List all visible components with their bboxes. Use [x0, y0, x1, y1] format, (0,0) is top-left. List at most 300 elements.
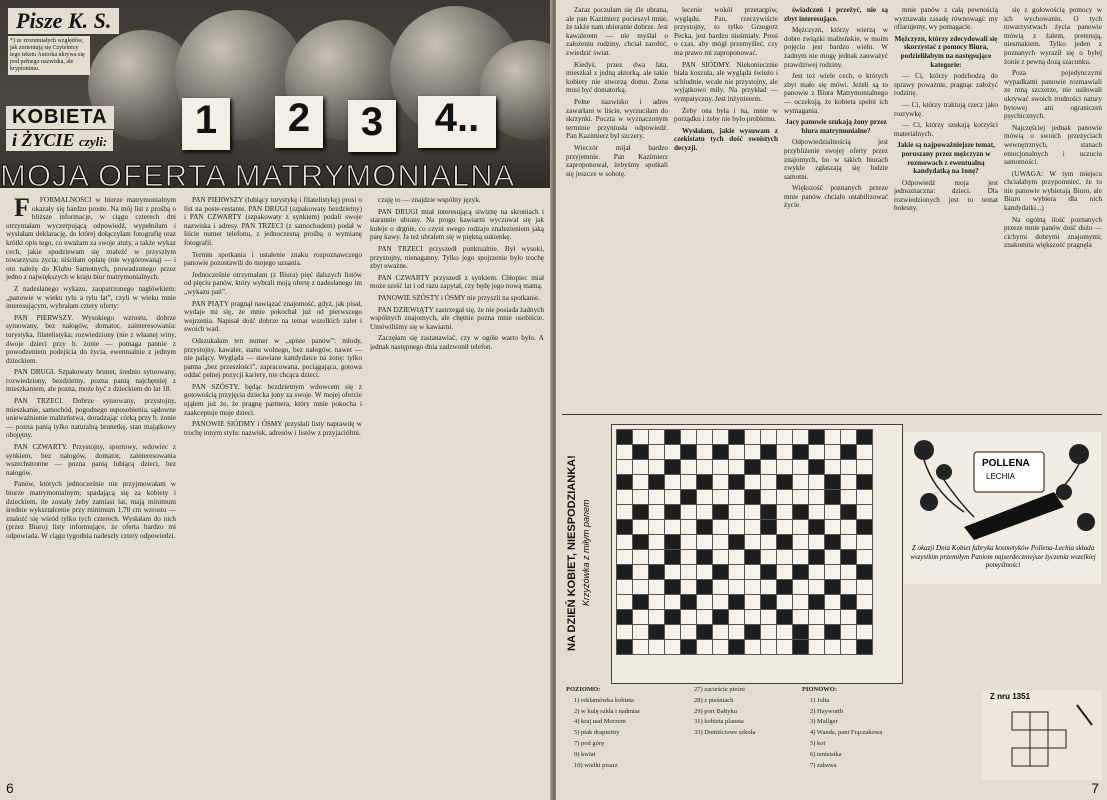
crossword-cell[interactable] — [712, 474, 729, 490]
flowers-illustration — [904, 432, 1101, 544]
paragraph: Termin spotkania i ustalenie znaku rozpoznawczego panowie pozostawili do mojego uznania. — [184, 250, 362, 268]
crossword-black-cell — [616, 564, 633, 580]
brand-logo-subtext: LECHIA — [986, 472, 1015, 481]
paragraph: Żeby ona była i na, mnie w porządku i żeby nie było problemu. — [674, 106, 778, 124]
crossword-cell[interactable] — [680, 504, 697, 520]
crossword-black-cell — [792, 504, 809, 520]
crossword-cell[interactable] — [776, 459, 793, 475]
crossword-cell[interactable] — [648, 444, 665, 460]
number-card-4: 4.. — [418, 96, 496, 148]
crossword-cell[interactable] — [824, 504, 841, 520]
crossword-cell[interactable] — [680, 549, 697, 565]
crossword-cell[interactable] — [808, 489, 825, 505]
crossword-cell[interactable] — [744, 594, 761, 610]
clue: 1) reklamówka kobieta — [574, 696, 634, 704]
crossword-cell[interactable] — [744, 579, 761, 595]
crossword-cell[interactable] — [728, 489, 745, 505]
crossword-cell[interactable] — [696, 504, 713, 520]
crossword-cell[interactable] — [792, 579, 809, 595]
crossword-black-cell — [664, 504, 681, 520]
crossword-black-cell — [616, 609, 633, 625]
brand-logo-text: POLLENA — [982, 458, 1030, 469]
left-page — [0, 0, 552, 800]
crossword-black-cell — [632, 504, 649, 520]
crossword-cell[interactable] — [616, 504, 633, 520]
crossword-cell[interactable] — [808, 564, 825, 580]
crossword-black-cell — [824, 624, 841, 640]
crossword-black-cell — [728, 594, 745, 610]
crossword-cell[interactable] — [728, 444, 745, 460]
puzzle-drawing — [982, 690, 1102, 780]
crossword-cell[interactable] — [712, 579, 729, 595]
paragraph: PAN CZWARTY. Przystojny, sportowy, wdowiec z synkiem, bez nałogów, domator, zainteresowania wszechstronne — pozna panią lubiącą dzieci, bez nałogów. — [6, 443, 176, 477]
crossword-cell[interactable] — [792, 459, 809, 475]
clue: 4) kraj nad Morzem — [574, 718, 626, 726]
clue: 28) z pieśniach — [694, 696, 734, 704]
crossword-cell[interactable] — [856, 489, 873, 505]
crossword-cell[interactable] — [712, 624, 729, 640]
crossword-cell[interactable] — [728, 624, 745, 640]
crossword-cell[interactable] — [632, 474, 649, 490]
crossword-cell[interactable] — [856, 624, 873, 640]
header-banner — [0, 0, 552, 188]
crossword-cell[interactable] — [632, 624, 649, 640]
crossword-title-text: NA DZIEŃ KOBIET, NIESPODZIANKA! — [566, 455, 578, 651]
crossword-cell[interactable] — [632, 429, 649, 445]
crossword-cell[interactable] — [664, 519, 681, 535]
crossword-cell[interactable] — [856, 549, 873, 565]
crossword-cell[interactable] — [616, 579, 633, 595]
clues-poziomo — [566, 686, 681, 794]
crossword-black-cell — [632, 444, 649, 460]
crossword-cell[interactable] — [712, 429, 729, 445]
divider — [562, 414, 1102, 415]
crossword-cell[interactable] — [760, 429, 777, 445]
clue: 7) pod górę — [574, 739, 604, 747]
crossword-black-cell — [664, 609, 681, 625]
crossword-cell[interactable] — [648, 639, 665, 655]
crossword-cell[interactable] — [856, 459, 873, 475]
crossword-cell[interactable] — [776, 429, 793, 445]
paragraph: Odszukałam ten numer w „spisie panów”: młody, przystojny, kawaler, stanu wolnego, bez nałogów, nawet — nie palący. Wygląda — stawiane kandydatce na żonę: tylko panna „bez przeszłości”, zapracowana, pociągająca, gotowa oddać pełnej pozycji kariery, nie chcąca dzieci. — [184, 336, 362, 380]
left-column-3 — [370, 196, 544, 781]
crossword-cell[interactable] — [760, 624, 777, 640]
crossword-black-cell — [712, 564, 729, 580]
ad-caption: Z okazji Dnia Kobiet fabryka kosmetyków Pollena-Lechia składa wszystkim przemiłym Paniom najserdeczniejsze życzenia wszelkiej pomyślności — [910, 544, 1096, 569]
crossword-cell[interactable] — [680, 519, 697, 535]
crossword-cell[interactable] — [680, 429, 697, 445]
crossword-black-cell — [776, 534, 793, 550]
crossword-black-cell — [744, 489, 761, 505]
drop-cap: F — [14, 196, 30, 222]
article-title: MOJA OFERTA MATRYMONIALNA — [0, 158, 516, 188]
right-column-1 — [566, 6, 668, 410]
crossword-cell[interactable] — [744, 564, 761, 580]
paragraph — [6, 196, 176, 282]
crossword-cell[interactable] — [648, 519, 665, 535]
crossword-black-cell — [616, 429, 633, 445]
paragraph: PAN SZÓSTY, będąc bezdzietnym wdowcem się z gotowością przyjęcia dziecka jony za swoje. W mojej ofercie ująłem już że, że pragnę partnera, który mnie pokocha i zaakceptuje moje dzieci. — [184, 382, 362, 417]
paragraph: PAN PIERWSZY (lubiący turystykę i filatelistykę) prosi o list na poste-restante. PAN DRUGI (szpakowaty bezdzietny) i PAN CZWARTY (szpakowaty z synkiem) podali swoje nazwiska i adresy. PAN TRZECI (z samochodem) podał w liście numer telefonu, z jednoczesną prośbą o wymianę fotografii. — [184, 196, 362, 247]
crossword-black-cell — [744, 549, 761, 565]
paragraph: — Ci, którzy szukają korzyści materialnych. — [894, 121, 998, 138]
crossword-cell[interactable] — [856, 534, 873, 550]
crossword-black-cell — [728, 534, 745, 550]
paragraph: Najczęściej jednak panowie mówią o swoich przeżyciach wewnętrznych, stanach emocjonalnych i uczuciu samotności. — [1004, 123, 1102, 167]
pollena-advertisement — [904, 432, 1101, 584]
crossword-cell[interactable] — [648, 549, 665, 565]
paragraph: PAN PIERWSZY. Wysokiego wzrostu, dobrze sytuowany, bez nałogów, domator, zainteresowania: turystyka, filatelistyka; rozwiedziony (nie z własnej winy, dwoje dzieci przy b. żonie — pomaga pannie z powodzeniem podejścia do życia, ewentualnie z jednym dzieckiem. — [6, 313, 176, 365]
crossword-black-cell — [744, 459, 761, 475]
crossword-cell[interactable] — [648, 534, 665, 550]
crossword-cell[interactable] — [664, 639, 681, 655]
crossword-black-cell — [616, 639, 633, 655]
crossword-cell[interactable] — [616, 624, 633, 640]
crossword-cell[interactable] — [616, 489, 633, 505]
crossword-cell[interactable] — [744, 474, 761, 490]
crossword-cell[interactable] — [648, 459, 665, 475]
crossword-cell[interactable] — [824, 429, 841, 445]
crossword-cell[interactable] — [760, 549, 777, 565]
crossword-black-cell — [632, 534, 649, 550]
headline-czyli: czyli: — [79, 134, 108, 149]
crossword-cell[interactable] — [728, 609, 745, 625]
crossword-cell[interactable] — [760, 639, 777, 655]
clue: 7) zabawa — [810, 761, 837, 769]
crossword-cell[interactable] — [728, 549, 745, 565]
crossword-cell[interactable] — [792, 594, 809, 610]
crossword-cell[interactable] — [664, 624, 681, 640]
crossword-cell[interactable] — [744, 639, 761, 655]
crossword-black-cell — [712, 444, 729, 460]
clue: 4) Wanda, pani Frączakowa — [810, 729, 883, 737]
headline-zycie — [6, 130, 113, 151]
clue: 5) kot — [810, 739, 826, 747]
crossword-cell[interactable] — [648, 609, 665, 625]
crossword-black-cell — [664, 549, 681, 565]
paragraph: Mężczyzn, którzy zdecydowali się skorzystać z pomocy Biura, podzieliłabym na następujące kategorie: — [894, 34, 998, 69]
crossword-cell[interactable] — [824, 639, 841, 655]
crossword-cell[interactable] — [648, 489, 665, 505]
headline-zycie-text: i ŻYCIE — [12, 130, 75, 150]
crossword-cell[interactable] — [744, 429, 761, 445]
crossword-cell[interactable] — [712, 549, 729, 565]
crossword-cell[interactable] — [728, 579, 745, 595]
crossword-black-cell — [680, 489, 697, 505]
right-column-2 — [674, 6, 778, 410]
paragraph-text: FORMALNOŚCI w biurze matrymonialnym okazały się bardzo proste. Na mój list z prośbą o bliższe informacje, w ciągu czterech dni otrzymałam wyczerpującą odpowiedź, wypełniłam i wysłałam deklarację, do której dołączyłam fotografię oraz krótki opis tego, co uważam za swoje atuty, a także wykaz cech, jakie spodziewam się znaleźć w przyszłym towarzyszu życia; uiściłam opłatę (nie wygórowaną) — i oto należę do Klubu Samotnych, prowadzonego przez jedno z największych w kraju biur matrymonialnych. — [6, 196, 176, 282]
clue: 2) w kulę szkła i nadmiar — [574, 707, 640, 715]
crossword-cell[interactable] — [616, 459, 633, 475]
crossword-cell[interactable] — [664, 444, 681, 460]
crossword-cell[interactable] — [680, 474, 697, 490]
crossword-black-cell — [760, 564, 777, 580]
crossword-cell[interactable] — [696, 534, 713, 550]
crossword-black-cell — [712, 504, 729, 520]
crossword-cell[interactable] — [616, 549, 633, 565]
crossword-cell[interactable] — [792, 609, 809, 625]
crossword-cell[interactable] — [744, 519, 761, 535]
crossword-cell[interactable] — [760, 534, 777, 550]
crossword-cell[interactable] — [760, 459, 777, 475]
crossword-cell[interactable] — [776, 564, 793, 580]
crossword-cell[interactable] — [648, 504, 665, 520]
crossword-cell[interactable] — [776, 489, 793, 505]
paragraph: (UWAGA: W tym miejscu chciałabym przypomnieć, że to nie panowie wybierają Biuro, ale Biuro wybiera dla nich kandydatki...) — [1004, 169, 1102, 213]
crossword-cell[interactable] — [744, 609, 761, 625]
crossword-panel — [611, 424, 903, 684]
crossword-cell[interactable] — [664, 594, 681, 610]
paragraph: PAN DZIEWIĄTY zastrzegał się, że nie posiada żadnych wspólnych znajomych, ale chętnie pozna mnie osobiście. Umówiliśmy się w kawiarni. — [370, 305, 544, 331]
crossword-black-cell — [840, 444, 857, 460]
paragraph: — Ci, którzy traktują rzecz jako rozrywkę. — [894, 100, 998, 118]
crossword-subtitle: Krzyżówka z miłym panem — [581, 499, 591, 607]
crossword-cell[interactable] — [840, 534, 857, 550]
crossword-black-cell — [856, 564, 873, 580]
crossword-cell[interactable] — [616, 594, 633, 610]
crossword-black-cell — [824, 489, 841, 505]
clue: 29) port Bałtyku — [694, 707, 737, 715]
paragraph: Kiedyś, przez dwa lata, mieszkał z jedną aktorką, ale takie kobiety nie stworzą domu. Żona musi być domatorką. — [566, 60, 668, 95]
crossword-black-cell — [616, 474, 633, 490]
crossword-cell[interactable] — [840, 639, 857, 655]
crossword-cell[interactable] — [680, 564, 697, 580]
crossword-cell[interactable] — [760, 474, 777, 490]
crossword-black-cell — [840, 549, 857, 565]
crossword-black-cell — [840, 504, 857, 520]
crossword-grid — [616, 429, 872, 654]
crossword-cell[interactable] — [824, 444, 841, 460]
crossword-black-cell — [696, 624, 713, 640]
crossword-cell[interactable] — [680, 534, 697, 550]
crossword-cell[interactable] — [744, 534, 761, 550]
crossword-cell[interactable] — [760, 579, 777, 595]
paragraph: PANOWIE SZÓSTY i ÓSMY nie przyszli na spotkanie. — [378, 293, 541, 302]
crossword-black-cell — [824, 579, 841, 595]
crossword-black-cell — [808, 519, 825, 535]
crossword-cell[interactable] — [632, 579, 649, 595]
crossword-cell[interactable] — [632, 639, 649, 655]
crossword-black-cell — [808, 459, 825, 475]
paragraph: Odpowiedź moja jest jednoznaczna: dzieci. Dla rozwiedzionych jest to temat bolesny. — [894, 178, 998, 213]
crossword-cell[interactable] — [792, 534, 809, 550]
crossword-cell[interactable] — [728, 504, 745, 520]
crossword-cell[interactable] — [856, 504, 873, 520]
crossword-cell[interactable] — [776, 519, 793, 535]
left-column-1 — [6, 196, 176, 781]
clues-heading: POZIOMO: — [566, 686, 601, 693]
puzzle-title: Z nru 1351 — [990, 692, 1031, 701]
crossword-cell[interactable] — [824, 609, 841, 625]
crossword-black-cell — [696, 474, 713, 490]
clue: 33) Domiściowe szkoła — [694, 729, 756, 737]
crossword-cell[interactable] — [664, 489, 681, 505]
page-number: 7 — [1091, 780, 1099, 796]
crossword-cell[interactable] — [824, 564, 841, 580]
crossword-cell[interactable] — [792, 549, 809, 565]
crossword-cell[interactable] — [776, 594, 793, 610]
crossword-cell[interactable] — [840, 564, 857, 580]
crossword-black-cell — [664, 429, 681, 445]
crossword-cell[interactable] — [632, 519, 649, 535]
paragraph: Jest też wiele cech, o których zbyt mało się mówi. Jeżeli są to panowie z Biura Matrymonialnego — oczekują, że kobieta spełni ich wymagania. — [784, 72, 888, 115]
crossword-cell[interactable] — [792, 489, 809, 505]
crossword-cell[interactable] — [696, 639, 713, 655]
crossword-cell[interactable] — [808, 444, 825, 460]
crossword-cell[interactable] — [632, 489, 649, 505]
crossword-cell[interactable] — [744, 504, 761, 520]
crossword-cell[interactable] — [696, 609, 713, 625]
paragraph: Jakie są najpoważniejsze temat, poruszany przez mężczyzn w rozmowach z ewentualną kandydatką na żonę? — [897, 141, 995, 176]
paragraph: czuję to — znajdzie wspólny język. — [378, 196, 481, 204]
crossword-cell[interactable] — [824, 459, 841, 475]
crossword-cell[interactable] — [696, 564, 713, 580]
crossword-cell[interactable] — [776, 549, 793, 565]
crossword-cell[interactable] — [632, 459, 649, 475]
crossword-cell[interactable] — [696, 429, 713, 445]
paragraph: Zaczęłam się zastanawiać, czy w ogóle warto było. A jednak następnego dnia zadzwonił telefon. — [370, 334, 544, 351]
crossword-cell[interactable] — [776, 504, 793, 520]
crossword-black-cell — [664, 534, 681, 550]
right-page — [556, 0, 1107, 800]
crossword-cell[interactable] — [680, 609, 697, 625]
crossword-black-cell — [760, 519, 777, 535]
crossword-cell[interactable] — [776, 624, 793, 640]
right-column-4 — [894, 6, 998, 410]
crossword-cell[interactable] — [840, 624, 857, 640]
crossword-black-cell — [664, 459, 681, 475]
crossword-black-cell — [792, 444, 809, 460]
crossword-cell[interactable] — [744, 444, 761, 460]
crossword-cell[interactable] — [840, 579, 857, 595]
paragraph: Odpowiedzialnością jest przybliżenie swojej oferty przez znajomych, bo w takich biurach zwykle zgłaszają się ludzie samotni. — [784, 138, 888, 181]
crossword-cell[interactable] — [728, 519, 745, 535]
clues-pionowo — [802, 686, 902, 794]
crossword-cell[interactable] — [728, 564, 745, 580]
crossword-cell[interactable] — [808, 534, 825, 550]
crossword-black-cell — [808, 429, 825, 445]
crossword-black-cell — [840, 594, 857, 610]
crossword-black-cell — [664, 579, 681, 595]
paragraph: PAN CZWARTY przyszedł z synkiem. Chłopiec miał może sześć lat i od razu zapytał, czy będę jego nową mamą. — [370, 273, 544, 291]
crossword-cell[interactable] — [632, 609, 649, 625]
paragraph: Jacy panowie szukają żony przez biura matrymonialne? — [785, 118, 887, 135]
crossword-cell[interactable] — [808, 624, 825, 640]
crossword-cell[interactable] — [840, 489, 857, 505]
crossword-cell[interactable] — [808, 639, 825, 655]
crossword-cell[interactable] — [664, 564, 681, 580]
crossword-cell[interactable] — [696, 489, 713, 505]
crossword-cell[interactable] — [824, 594, 841, 610]
clue: 9) kwiat — [574, 750, 596, 758]
crossword-cell[interactable] — [680, 624, 697, 640]
clue: 27) zacieście pieśni — [694, 686, 745, 693]
crossword-title — [565, 428, 611, 678]
crossword-cell[interactable] — [712, 519, 729, 535]
crossword-cell[interactable] — [840, 474, 857, 490]
crossword-black-cell — [728, 429, 745, 445]
crossword-black-cell — [680, 444, 697, 460]
crossword-black-cell — [856, 639, 873, 655]
headline-kobieta: KOBIETA — [6, 106, 114, 129]
page-number: 6 — [6, 780, 14, 796]
crossword-cell[interactable] — [856, 579, 873, 595]
crossword-black-cell — [616, 519, 633, 535]
crossword-black-cell — [648, 474, 665, 490]
crossword-cell[interactable] — [648, 429, 665, 445]
crossword-black-cell — [680, 594, 697, 610]
crossword-cell[interactable] — [808, 609, 825, 625]
crossword-cell[interactable] — [648, 594, 665, 610]
crossword-cell[interactable] — [648, 579, 665, 595]
crossword-cell[interactable] — [792, 519, 809, 535]
crossword-cell[interactable] — [840, 609, 857, 625]
crossword-cell[interactable] — [792, 429, 809, 445]
paragraph: mnie panów z całą pewnością wyznawała zasadę równowagi: my ofiarujemy, wy pomagacie. — [894, 6, 998, 32]
clues-notes — [686, 686, 796, 794]
crossword-cell[interactable] — [856, 594, 873, 610]
crossword-cell[interactable] — [808, 579, 825, 595]
crossword-cell[interactable] — [616, 534, 633, 550]
paragraph: PANOWIE SIÓDMY i ÓSMY przysłali listy naprawdę w trochę innym stylu: nazwisk, adresów i listów z przyjaciółmi. — [184, 420, 362, 437]
crossword-cell[interactable] — [760, 609, 777, 625]
crossword-cell[interactable] — [808, 504, 825, 520]
crossword-cell[interactable] — [808, 474, 825, 490]
crossword-cell[interactable] — [712, 639, 729, 655]
crossword-cell[interactable] — [712, 594, 729, 610]
crossword-cell[interactable] — [840, 519, 857, 535]
crossword-cell[interactable] — [712, 534, 729, 550]
crossword-cell[interactable] — [696, 594, 713, 610]
crossword-cell[interactable] — [776, 444, 793, 460]
paragraph: Jednocześnie otrzymałam (z Biura) pięć dalszych listów od pięciu panów, który wybrali moją ofertę z nadesłanego im „wykazu pań”. — [184, 270, 362, 296]
crossword-black-cell — [760, 504, 777, 520]
right-column-3 — [784, 6, 888, 410]
crossword-cell[interactable] — [792, 474, 809, 490]
crossword-cell[interactable] — [856, 444, 873, 460]
crossword-cell[interactable] — [840, 429, 857, 445]
number-card-1: 1 — [182, 98, 230, 150]
clue: 5) ptak drapieżny — [574, 729, 620, 737]
crossword-cell[interactable] — [680, 459, 697, 475]
crossword-cell[interactable] — [616, 444, 633, 460]
clue: 31) kobieta planeta — [694, 718, 744, 726]
crossword-black-cell — [776, 474, 793, 490]
crossword-cell[interactable] — [712, 489, 729, 505]
crossword-black-cell — [824, 534, 841, 550]
crossword-cell[interactable] — [632, 564, 649, 580]
crossword-cell[interactable] — [680, 579, 697, 595]
crossword-cell[interactable] — [632, 549, 649, 565]
crossword-cell[interactable] — [696, 444, 713, 460]
paragraph: PAN DRUGI miał interesującą siwiznę na skroniach i starannie ubrany. Na progu kawiarni wyczuwał się jak kuleje o drgnie, co czyni swego rodzaju znalezieniem jaką parę kawy. Ja też ubrałem się w piękną sukienkę. — [370, 207, 544, 242]
crossword-cell[interactable] — [728, 459, 745, 475]
paragraph: Pełne nazwisko i adres zawarłam w liście, wyrzuciłam do skrzynki. Poczta w wyznaczonym terminie przyniosła odpowiedź. Pan Kazimierz był szczery. — [566, 97, 668, 141]
author-footnote: *) ze zrozumiałych względów, jak zorientują się Czytelnicy tego tekstu Autorka ukrywa się pod pełnego nazwiska, ale kryptonimu. — [8, 36, 90, 75]
crossword-cell[interactable] — [712, 459, 729, 475]
crossword-cell[interactable] — [824, 519, 841, 535]
crossword-cell[interactable] — [664, 474, 681, 490]
crossword-black-cell — [776, 609, 793, 625]
paragraph: Wysłałam, jakie wysuwam z czekistatu tych dość swoistych decyzji. — [674, 126, 778, 152]
crossword-cell[interactable] — [824, 549, 841, 565]
crossword-black-cell — [856, 519, 873, 535]
paragraph: Zaraz poczułam się źle ubrana, ale pan Kazimierz pocieszył mnie, że także nam ubieranie dobrze. Jest kawalerem — nie myślał o założeniu rodziny, chciał zarobić, zwiedzić świat. — [566, 6, 668, 57]
crossword-cell[interactable] — [840, 459, 857, 475]
crossword-cell[interactable] — [776, 639, 793, 655]
crossword-cell[interactable] — [760, 489, 777, 505]
crossword-cell[interactable] — [696, 459, 713, 475]
